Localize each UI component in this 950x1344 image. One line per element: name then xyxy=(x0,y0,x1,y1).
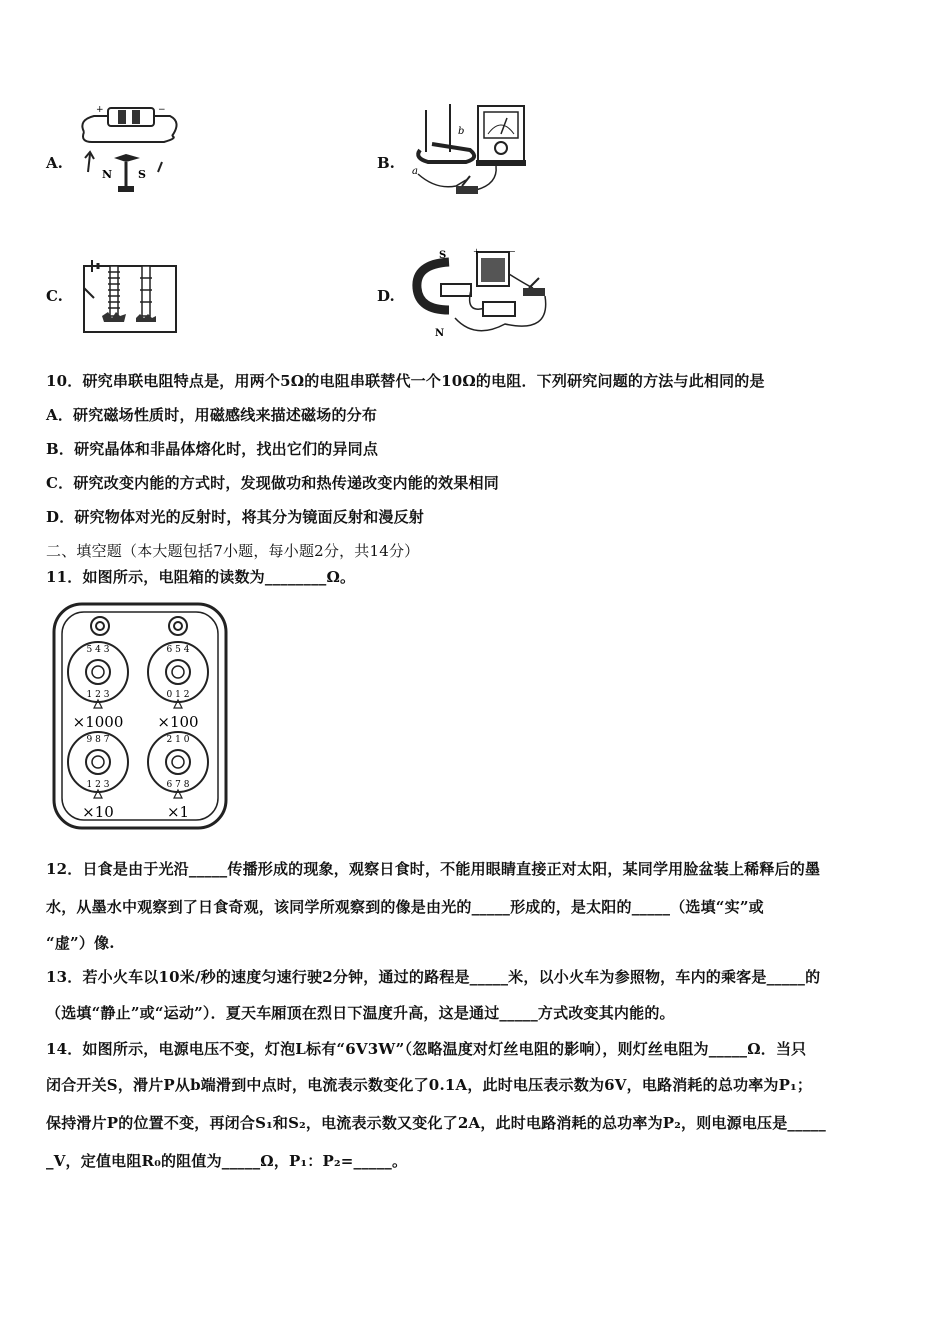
question-12-line-1: 12．日食是由于光沿_____传播形成的现象，观察日食时，不能用眼睛直接正对太阳，某同学用脸盆装上稀释后的墨 xyxy=(46,860,821,878)
figure-b-galvanometer xyxy=(406,100,531,204)
question-14-line-4: _V，定值电阻R₀的阻值为_____Ω，P₁：P₂=_____。 xyxy=(46,1152,408,1170)
figure-d-n-pole: N xyxy=(435,328,445,339)
option-d-label: D. xyxy=(377,287,395,305)
section-2-heading: 二、填空题（本大题包括7小题，每小题2分，共14分） xyxy=(46,542,420,560)
figure-a-n-pole: N xyxy=(102,168,113,181)
question-10-option-c: C．研究改变内能的方式时，发现做功和热传递改变内能的效果相同 xyxy=(46,474,499,492)
svg-text:2 1 0: 2 1 0 xyxy=(166,735,190,745)
question-13-line-1: 13．若小火车以10米/秒的速度匀速行驶2分钟，通过的路程是_____米，以小火车为参照物，车内的乘客是_____的 xyxy=(46,968,821,986)
question-14-line-2: 闭合开关S，滑片P从b端滑到中点时，电流表示数变化了0.1A，此时电压表示数为6V，电路消耗的总功率为P₁； xyxy=(46,1076,813,1094)
question-12-line-3: “虚”）像. xyxy=(46,934,115,952)
resistance-box-figure xyxy=(50,600,230,832)
svg-text:5 4 3: 5 4 3 xyxy=(86,645,110,655)
figure-d-motor-circuit xyxy=(405,244,555,344)
figure-a-solenoid-compass xyxy=(74,102,184,198)
option-b-label: B. xyxy=(377,154,395,172)
svg-text:1 2 3: 1 2 3 xyxy=(86,780,110,790)
svg-text:+: + xyxy=(473,247,480,256)
question-11-stem: 11．如图所示，电阻箱的读数为________Ω。 xyxy=(46,568,356,586)
question-10-stem: 10．研究串联电阻特点是，用两个5Ω的电阻串联替代一个10Ω的电阻．下列研究问题的方法与此相同的是 xyxy=(46,372,765,390)
question-12-line-2: 水，从墨水中观察到了日食奇观，该同学所观察到的像是由光的_____形成的，是太阳的_____（选填“实”或 xyxy=(46,898,764,916)
figure-b-point-a: a xyxy=(412,166,418,177)
svg-text:−: − xyxy=(509,247,516,256)
figure-d-s-pole: S xyxy=(439,250,447,261)
dial-label-x100: ×100 xyxy=(157,713,199,731)
figure-c-electromagnets xyxy=(80,258,180,336)
svg-text:+: + xyxy=(96,105,104,115)
svg-text:6 5 4: 6 5 4 xyxy=(166,645,190,655)
option-c-label: C. xyxy=(46,287,63,305)
question-10-option-d: D．研究物体对光的反射时，将其分为镜面反射和漫反射 xyxy=(46,508,425,526)
figure-a-s-pole: S xyxy=(138,168,146,181)
option-a-label: A. xyxy=(46,154,63,172)
dial-label-x1: ×1 xyxy=(166,803,190,821)
svg-text:6 7 8: 6 7 8 xyxy=(166,780,190,790)
question-10-option-b: B．研究晶体和非晶体熔化时，找出它们的异同点 xyxy=(46,440,379,458)
question-10-option-a: A．研究磁场性质时，用磁感线来描述磁场的分布 xyxy=(46,406,378,424)
dial-label-x10: ×10 xyxy=(82,803,114,821)
svg-text:−: − xyxy=(158,105,166,115)
question-14-line-1: 14．如图所示，电源电压不变，灯泡L标有“6V3W”（忽略温度对灯丝电阻的影响），则灯丝电阻为_____Ω．当只 xyxy=(46,1040,807,1058)
svg-text:1 2 3: 1 2 3 xyxy=(86,690,110,700)
question-13-line-2: （选填“静止”或“运动”）．夏天车厢顶在烈日下温度升高，这是通过_____方式改变其内能的。 xyxy=(46,1004,675,1022)
svg-text:9 8 7: 9 8 7 xyxy=(86,735,110,745)
question-14-line-3: 保持滑片P的位置不变，再闭合S₁和S₂，电流表示数又变化了2A，此时电路消耗的总功率为P₂，则电源电压是_____ xyxy=(46,1114,826,1132)
dial-label-x1000: ×1000 xyxy=(72,713,124,731)
svg-text:0 1 2: 0 1 2 xyxy=(166,690,190,700)
figure-b-point-b: b xyxy=(458,126,465,137)
